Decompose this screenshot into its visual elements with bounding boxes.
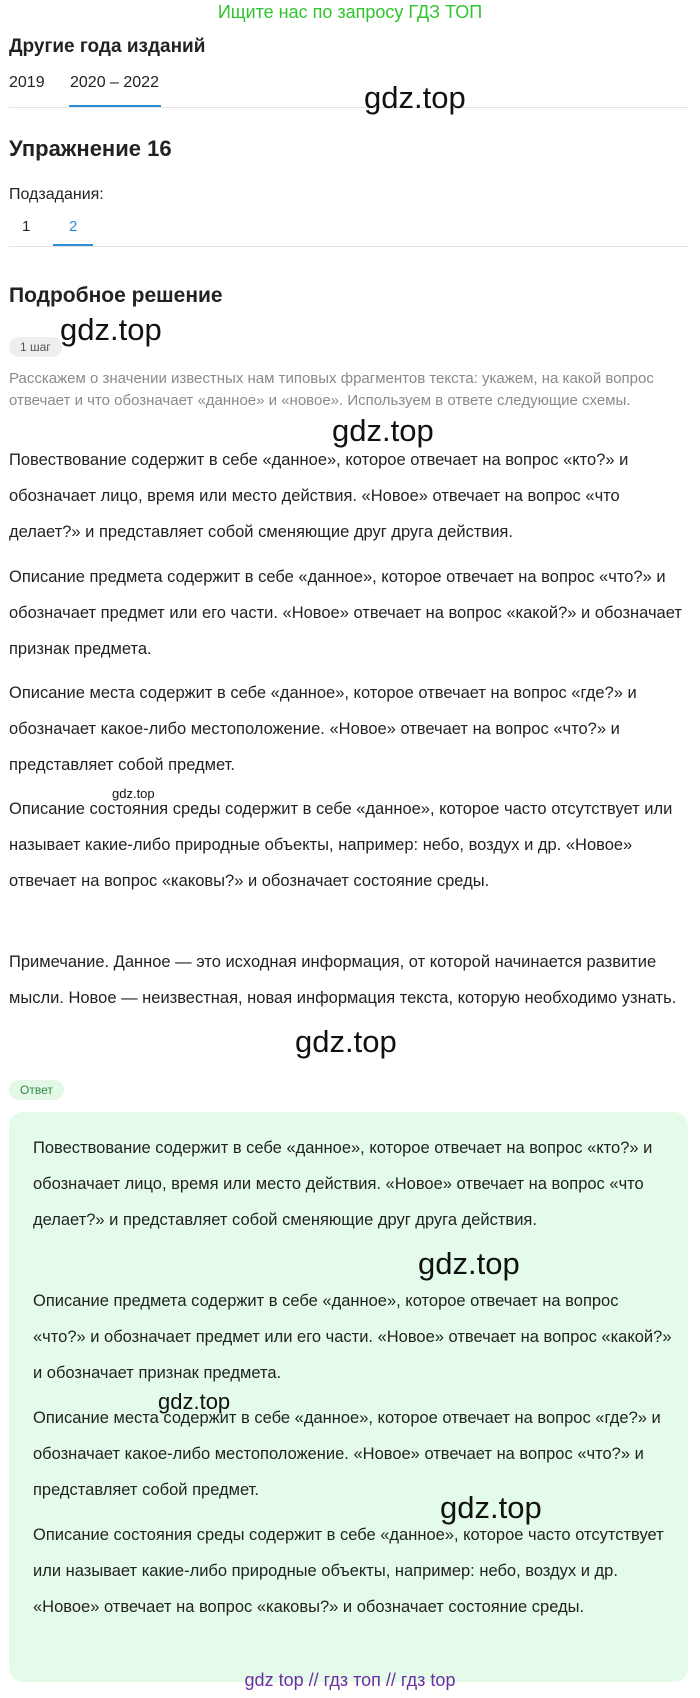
watermark: gdz.top xyxy=(60,312,162,347)
step-badge: 1 шаг xyxy=(9,337,62,357)
solution-paragraph: Повествование содержит в себе «данное», которое отвечает на вопрос «кто?» и обозначает лицо, время или место действия. «Новое» отвечает на вопрос «что делает?» и представляет собой сменяющие друг друга действия. xyxy=(9,451,629,541)
answer-paragraph: Описание места содержит в себе «данное», которое отвечает на вопрос «где?» и обозначает какое-либо местоположение. «Новое» отвечает на вопрос «что?» и представляет собой предмет. xyxy=(33,1409,661,1499)
watermark: gdz.top xyxy=(112,786,155,801)
other-years-heading: Другие года изданий xyxy=(9,36,206,57)
solution-intro: Расскажем о значении известных нам типовых фрагментов текста: укажем, на какой вопрос отвечает и что обозначает «данное» и «новое». Используем в ответе следующие схемы. xyxy=(9,370,654,409)
page-title: Упражнение 16 xyxy=(9,136,172,161)
answer-paragraph: Описание состояния среды содержит в себе «данное», которое часто отсутствует или называет какие-либо природные объекты, например: небо, воздух и др. «Новое» отвечает на вопрос «каковы?» и обозначает состояние среды. xyxy=(33,1526,664,1616)
answer-badge: Ответ xyxy=(9,1080,64,1100)
solution-paragraph: Описание места содержит в себе «данное», которое отвечает на вопрос «где?» и обозначает какое-либо местоположение. «Новое» отвечает на вопрос «что?» и представляет собой предмет. xyxy=(9,684,637,774)
divider xyxy=(9,246,688,247)
solution-note: Примечание. Данное — это исходная информация, от которой начинается развитие мысли. Новое — неизвестная, новая информация текста, которую необходимо узнать. xyxy=(9,953,677,1007)
promo-banner[interactable]: Ищите нас по запросу ГДЗ ТОП xyxy=(217,2,483,22)
solution-paragraph: Описание состояния среды содержит в себе «данное», которое часто отсутствует или называет какие-либо природные объекты, например: небо, воздух и др. «Новое» отвечает на вопрос «каковы?» и обозначает состояние среды. xyxy=(9,800,673,890)
footer-links[interactable]: gdz top // гдз топ // гдз top xyxy=(244,1670,456,1690)
subtask-tab-1[interactable]: 1 xyxy=(22,218,31,235)
watermark: gdz.top xyxy=(364,80,466,115)
watermark: gdz.top xyxy=(440,1490,542,1525)
tab-year-2020-2022[interactable]: 2020 – 2022 xyxy=(70,74,159,91)
watermark: gdz.top xyxy=(158,1389,231,1414)
watermark: gdz.top xyxy=(418,1246,520,1281)
answer-paragraph: Описание предмета содержит в себе «данное», которое отвечает на вопрос «что?» и обозначает предмет или его части. «Новое» отвечает на вопрос «какой?» и обозначает признак предмета. xyxy=(33,1292,672,1382)
solution-paragraph: Описание предмета содержит в себе «данное», которое отвечает на вопрос «что?» и обозначает предмет или его части. «Новое» отвечает на вопрос «какой?» и обозначает признак предмета. xyxy=(9,568,682,658)
watermark: gdz.top xyxy=(295,1024,397,1059)
watermark: gdz.top xyxy=(332,413,434,448)
divider xyxy=(9,107,688,108)
solution-heading: Подробное решение xyxy=(9,284,223,307)
tab-year-2019[interactable]: 2019 xyxy=(9,74,45,91)
subtasks-label: Подзадания: xyxy=(9,186,104,203)
answer-paragraph: Повествование содержит в себе «данное», которое отвечает на вопрос «кто?» и обозначает лицо, время или место действия. «Новое» отвечает на вопрос «что делает?» и представляет собой сменяющие друг друга действия. xyxy=(33,1139,653,1229)
subtask-tab-2[interactable]: 2 xyxy=(69,218,78,235)
